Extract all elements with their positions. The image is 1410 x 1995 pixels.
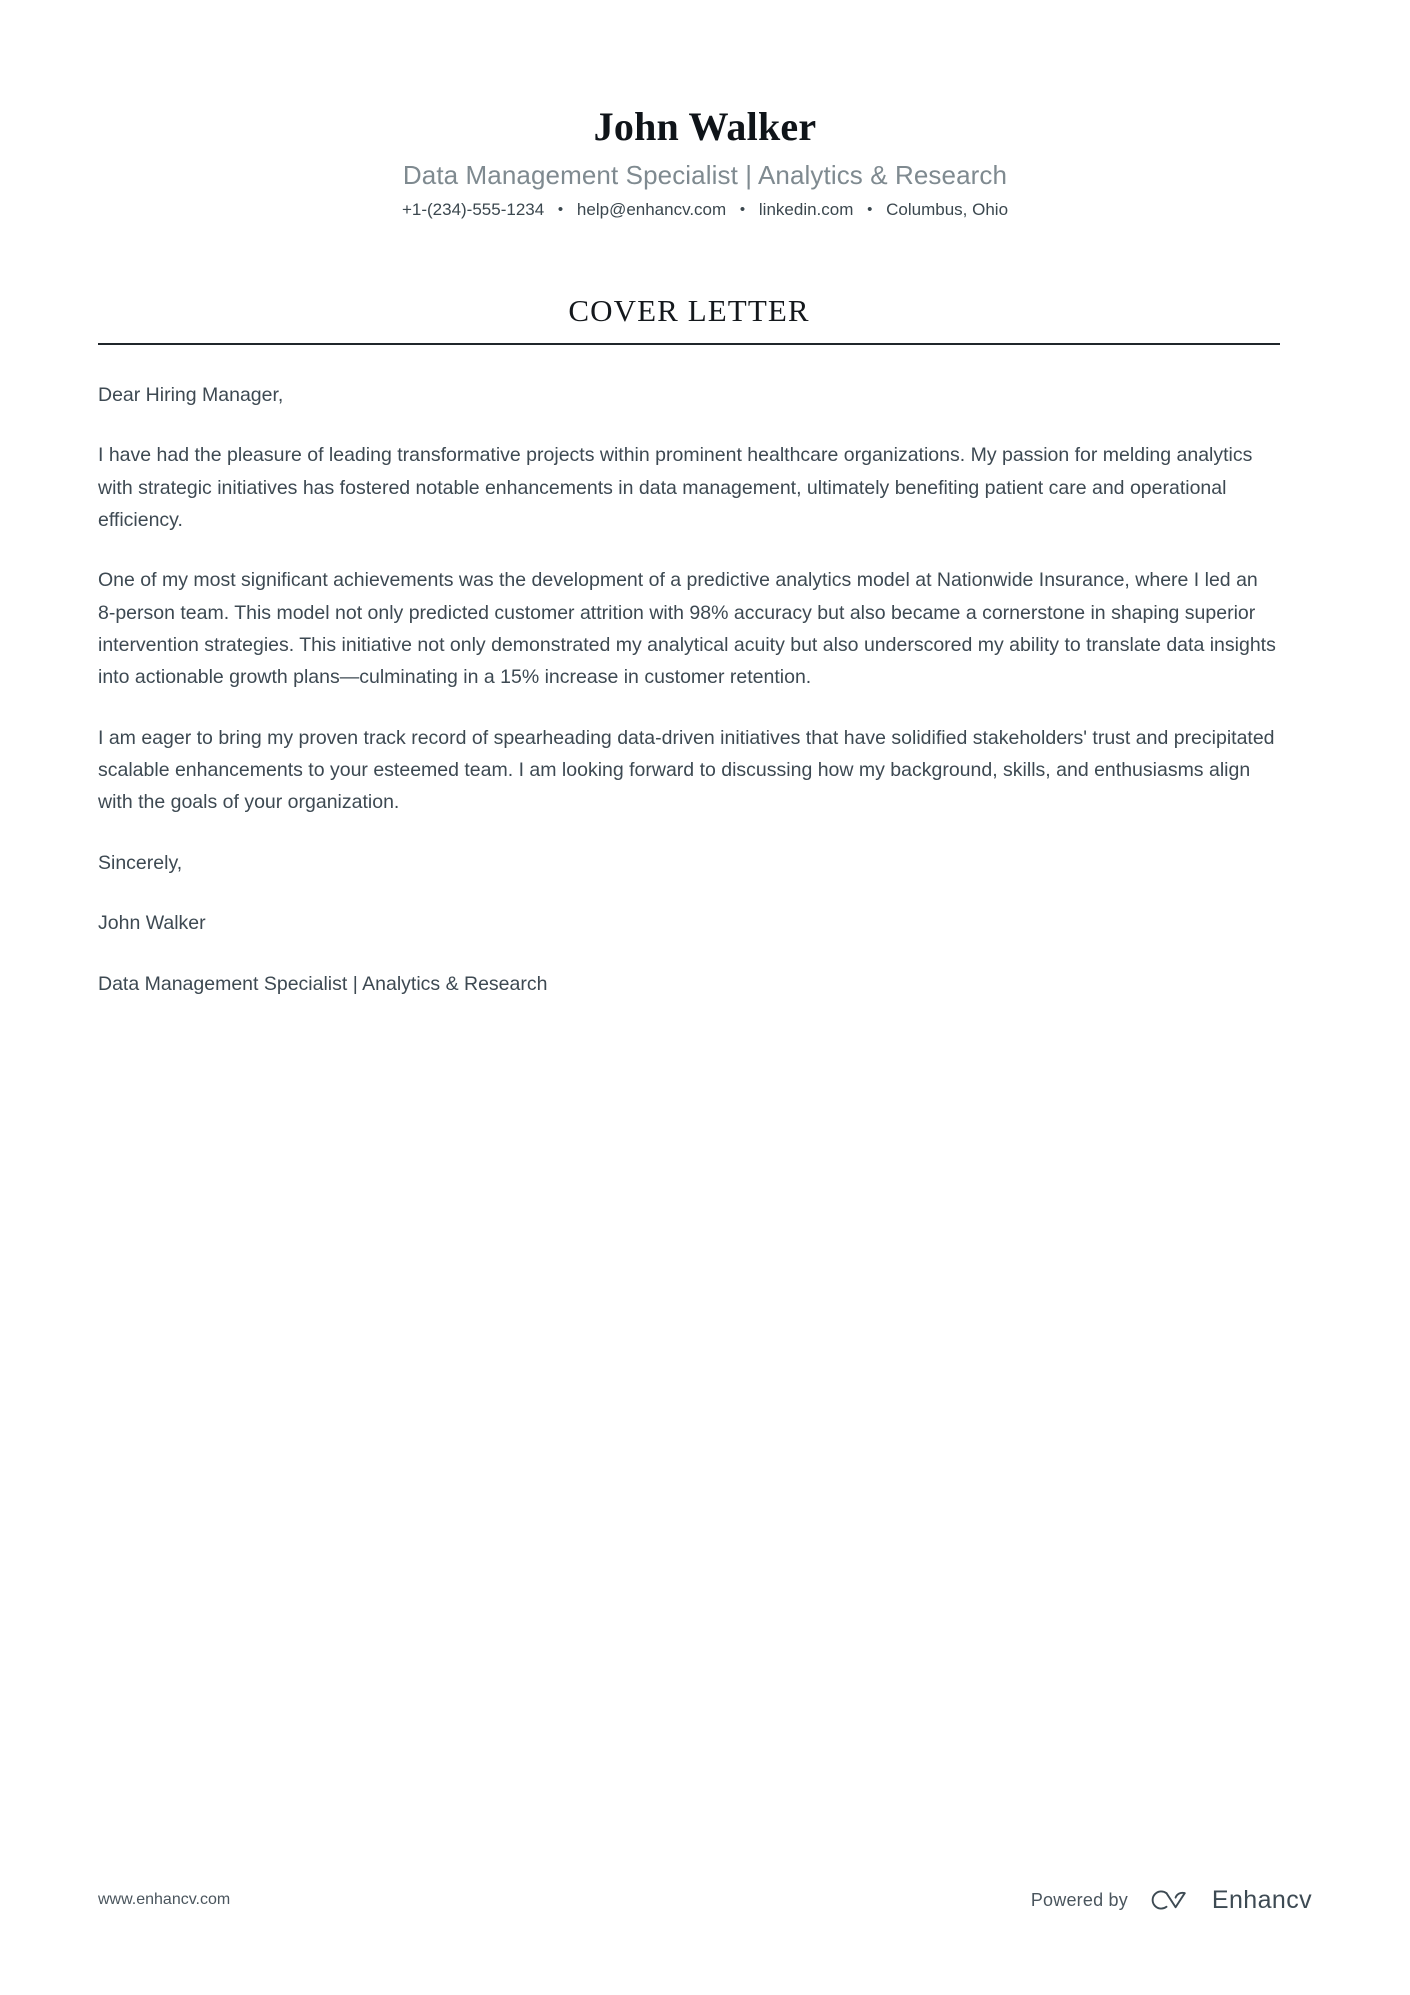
footer-website-url[interactable]: www.enhancv.com bbox=[98, 1891, 231, 1908]
powered-by-label: Powered by bbox=[1030, 1889, 1128, 1910]
contact-phone: +1-(234)-555-1234 bbox=[401, 199, 545, 219]
letter-closing: Sincerely, bbox=[98, 851, 183, 874]
contact-info-line bbox=[0, 199, 1410, 221]
contact-separator-icon: • bbox=[557, 200, 564, 218]
document-header bbox=[0, 0, 1410, 221]
candidate-job-title: Data Management Specialist | Analytics & Research bbox=[402, 159, 1008, 190]
letter-paragraph: I am eager to bring my proven track record of spearheading data-driven initiatives that have solidified stakeholders' trust and precipitated scalable enhancements to your esteemed team. I am looking forward to discussing how my background, skills, and enthusiasms align with the goals of your organization. bbox=[98, 726, 1275, 814]
contact-website[interactable]: linkedin.com bbox=[758, 199, 854, 219]
letter-salutation: Dear Hiring Manager, bbox=[98, 383, 284, 406]
letter-paragraph: I have had the pleasure of leading transformative projects within prominent healthcare organizations. My passion for melding analytics with strategic initiatives has fostered notable enhancements in data management, ultimately benefiting patient care and operational efficiency. bbox=[98, 444, 1253, 531]
letter-signature-name: John Walker bbox=[98, 912, 206, 935]
footer-branding bbox=[1031, 1887, 1312, 1913]
letter-signature-title: Data Management Specialist | Analytics & Research bbox=[98, 972, 548, 995]
contact-separator-icon: • bbox=[739, 200, 746, 218]
enhancv-brand-name: Enhancv bbox=[1211, 1885, 1312, 1914]
document-footer bbox=[0, 1883, 1410, 1917]
contact-location: Columbus, Ohio bbox=[886, 199, 1009, 219]
letter-body bbox=[98, 345, 1280, 1000]
contact-separator-icon: • bbox=[867, 200, 873, 218]
candidate-name: John Walker bbox=[593, 104, 817, 149]
letter-paragraph: One of my most significant achievements was the development of a predictive analytics model at Nationwide Insurance, where I led an 8-person team. This model not only predicted customer attrition with 98% accuracy but also became a cornerstone in shaping superior intervention strategies. This initiative not only demonstrated my analytical acuity but also underscored my ability to translate data insights into actionable growth plans—culminating in a 15% increase in customer retention. bbox=[98, 569, 1276, 689]
section-title-cover-letter: COVER LETTER bbox=[568, 292, 810, 328]
enhancv-logo-icon bbox=[1144, 1887, 1196, 1913]
section-header bbox=[98, 293, 1280, 345]
contact-email[interactable]: help@enhancv.com bbox=[576, 199, 727, 219]
